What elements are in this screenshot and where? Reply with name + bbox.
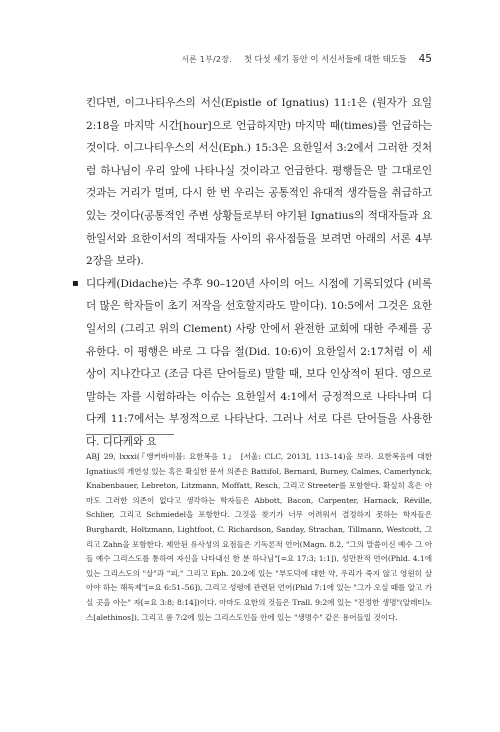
page-number: 45 — [418, 53, 432, 65]
header-part-label: 서론 1부/2장. — [181, 55, 232, 64]
footnote-divider — [86, 434, 174, 435]
footnote-text: ABJ 29, lxxxi(『앵커바이블: 요한복음 1』 [서울: CLC, 2013], 113–14)을 보라. 요한복음에 대한 Ignatius의 개연성 있는 혹은 확실한 문서 의존은 Battifol, Bernard, Burney, Calmes, Camerlynck, Knabenbauer, Lebreton, Litzmann, Moffatt, Resch, 그리고 Streeter를 포함한다. 확실히 혹은 아마도 그러한 의존이 없다고 생각하는 학자들은 Abbott, Bacon, Carpenter, Harnack, Réville, Schlier, 그리고 Schmiedel을 포함한다. 그것을 찾기가 너무 어려워서 결정하지 못하는 학자들은 Burghardt, Holtzmann, Lightfoot, C. Richardson, Sanday, Strachan, Tillmann, Westcott, 그리고 Zahn을 포함한다. 제안된 유사성의 요점들은 기독론적 언어(Magn. 8.2, "그의 말씀이신 예수 그 아들 예수 그리스도를 통하여 자신을 나타내신 한 분 하나님"[=요 17:3; 1:1]), 성만찬적 언어(Phld. 4.1에 있는 그리스도의 "살"과 "피," 그리고 Eph. 20.2에 있는 "부도덕에 대한 약, 우리가 죽지 않고 영원히 살아야 하는 해독제"[=요 6:51–56]), 그리고 성령에 관련된 언어(Phld 7:1에 있는 "그가 오실 때를 알고 가실 곳을 아는" 자[=요 3:8; 8:14])이다. 아마도 요한의 것들은 Trall. 9:2에 있는 "진정한 생명"(알레티노스[alethinos]), 그리고 롬 7:2에 있는 그리스도인들 안에 있는 "생명수" 같은 용어들일 것이다. — [86, 452, 432, 622]
paragraph-didache: 디다케(Didache)는 주후 90–120년 사이의 어느 시점에 기록되었다 (비록 더 많은 학자들이 초기 저작을 선호할지라도 말이다). 10:5에서 그것은 요한일서의 (그리고 위의 Clement) 사랑 안에서 완전한 교회에 대한 주제를 공유한다. 이 평행은 바로 그 다음 절(Did. 10:6)이 요한일서 2:17처럼 이 세상이 지나간다고 (조금 다른 단어들로) 말할 때, 보다 인상적이 된다. 영으로 말하는 자를 시험하라는 이슈는 요한일서 4:1에서 긍정적으로 나타나며 디다케 11:7에서는 부정적으로 나타난다. 그러나 서로 다른 단어들을 사용한다. 디다케와 요 — [86, 277, 432, 448]
paragraph-ignatius: 킨다면, 이그나티우스의 서신(Epistle of Ignatius) 11:1은 (원자가 요일 2:18을 마지막 시간[hour]으로 언급하지만) 마지막 때(times)를 언급하는 것이다. 이그나티우스의 서신(Eph.) 15:3은 요한일서 3:2에서 그러한 것처럼 하나님이 우리 앞에 나타나실 것이라고 언급한다. 평행들은 말 그대로인 것과는 거리가 멀며, 다시 한 번 우리는 공통적인 유대적 생각들을 취급하고 있는 것이다(공통적인 주변 상황들로부터 야기된 Ignatius의 적대자들과 요한일서와 요한이서의 적대자들 사이의 유사점들을 보려면 아래의 서론 4부 2장을 보라). — [86, 97, 432, 268]
bullet-item-didache — [72, 273, 432, 454]
running-header — [0, 53, 432, 65]
footnote — [86, 450, 432, 625]
header-chapter-title: 첫 다섯 세기 동안 이 서신서들에 대한 태도들 — [243, 54, 407, 64]
square-bullet-icon: ▪ — [72, 277, 79, 289]
body-text — [72, 92, 432, 454]
